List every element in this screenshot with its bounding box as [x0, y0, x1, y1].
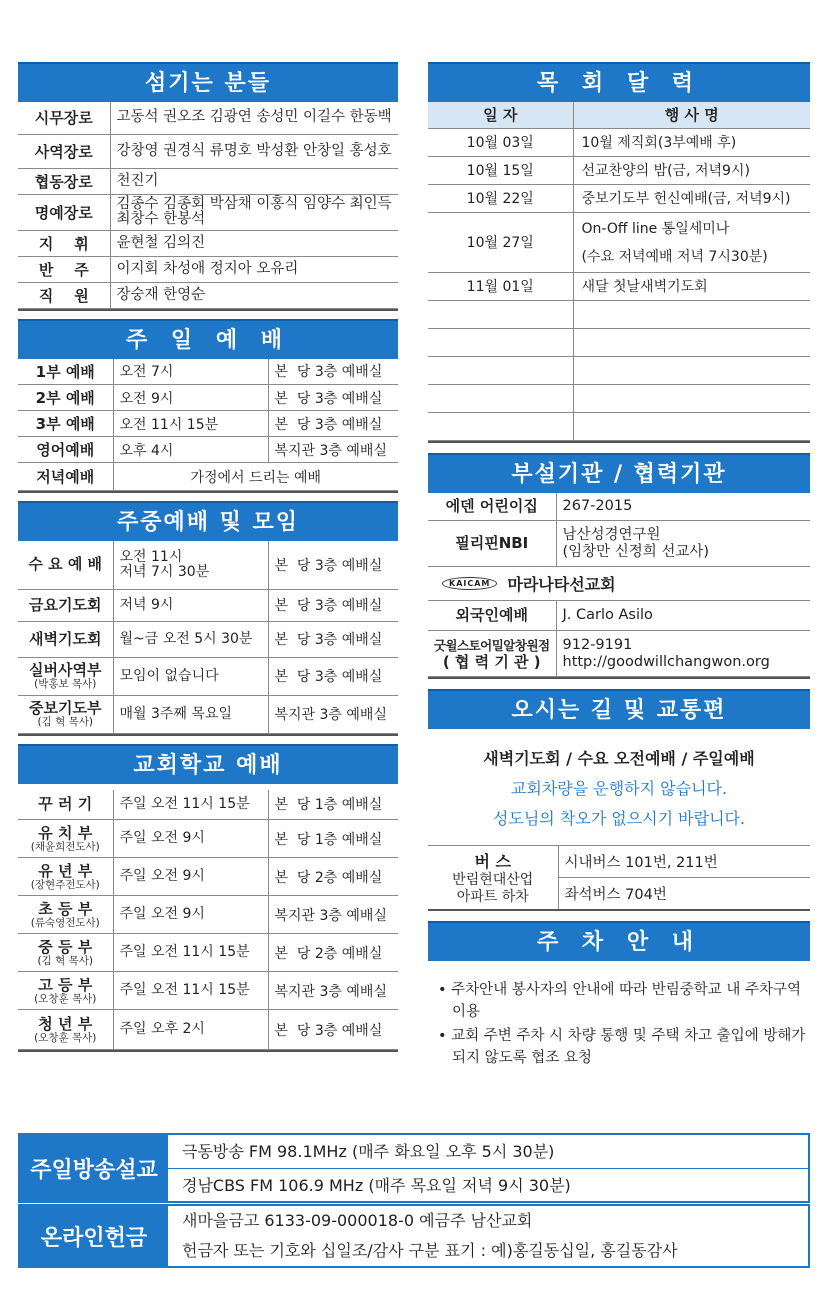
elder-role: 명예장로	[18, 194, 110, 230]
school-name-cell	[18, 972, 113, 1010]
calendar-row	[428, 156, 810, 184]
elder-role: 반 주	[18, 256, 110, 282]
bullet-icon: •	[438, 1027, 452, 1044]
affiliates-title: 부설기관 / 협력기관	[428, 453, 810, 493]
sunday-table	[18, 359, 398, 492]
calendar-event	[573, 156, 810, 184]
school-place: 복지관 3층 예배실	[268, 896, 398, 934]
school-name: 중 등 부	[38, 937, 93, 956]
bus-stop: 반림현대산업 아파트 하차	[452, 871, 534, 905]
weekday-place: 복지관 3층 예배실	[268, 695, 398, 733]
affiliate-row	[428, 601, 810, 631]
parking-text: 교회 주변 주차 시 차량 통행 및 주택 차고 출입에 방해가 되지 않도록 협조 요청	[451, 1027, 806, 1066]
elder-role: 시무장로	[18, 102, 110, 134]
school-name-cell	[18, 934, 113, 972]
elder-row	[18, 134, 398, 168]
school-name: 초 등 부	[38, 899, 93, 918]
service-place: 복지관 3층 예배실	[268, 437, 398, 463]
affiliate-info: 912-9191 http://goodwillchangwon.org	[556, 631, 810, 677]
elder-names: 고동석 권오조 김광연 송성민 이길수 한동백	[110, 102, 398, 134]
calendar-event	[573, 184, 810, 212]
school-time: 주일 오전 9시	[113, 820, 268, 858]
school-place: 복지관 3층 예배실	[268, 972, 398, 1010]
school-time: 주일 오전 9시	[113, 858, 268, 896]
calendar-row	[428, 328, 810, 356]
elder-row	[18, 256, 398, 282]
calendar-date: 10월 03일	[428, 128, 573, 156]
offering-line-2: 헌금자 또는 기호와 십일조/감사 구분 표기 : 예)홍길동십일, 홍길동감사	[182, 1241, 678, 1260]
school-time: 주일 오후 2시	[113, 1010, 268, 1050]
calendar-row	[428, 184, 810, 212]
elder-names: 김종수 김종회 박삼채 이홍식 임양수 최인득 최창수 한봉석	[110, 194, 398, 230]
sunday-title: 주 일 예 배	[18, 319, 398, 359]
school-row	[18, 858, 398, 896]
elder-role: 직 원	[18, 282, 110, 308]
affiliate-name: 외국인예배	[455, 606, 528, 624]
school-name: 유 치 부	[38, 823, 93, 842]
affiliate-row	[428, 567, 810, 601]
directions-title: 오시는 길 및 교통편	[428, 689, 810, 729]
weekday-name: 새벽기도회	[29, 629, 102, 648]
weekday-name-cell	[18, 589, 113, 621]
broadcast-line-1: 극동방송 FM 98.1MHz (매주 화요일 오후 5시 30분)	[182, 1142, 555, 1161]
weekday-section	[18, 501, 398, 736]
service-place: 본 당 3층 예배실	[268, 411, 398, 437]
offering-line-1: 새마을금고 6133-09-000018-0 예금주 남산교회	[182, 1211, 533, 1230]
parking-item	[438, 979, 810, 1023]
sunday-service-row	[18, 411, 398, 437]
affiliate-info: J. Carlo Asilo	[556, 601, 810, 631]
calendar-event-detail: (수요 저녁예배 저녁 7시30분)	[581, 249, 768, 265]
calendar-event-text: 새달 첫날새벽기도회	[581, 279, 708, 295]
service-time: 오전 9시	[113, 385, 268, 411]
weekday-name-cell	[18, 621, 113, 657]
offering-label: 온라인헌금	[20, 1206, 168, 1266]
broadcast-line-2: 경남CBS FM 106.9 MHz (매주 목요일 저녁 9시 30분)	[168, 1168, 808, 1201]
elder-names: 천진기	[110, 168, 398, 194]
affiliates-section	[428, 453, 810, 680]
calendar-date	[428, 356, 573, 384]
school-row	[18, 972, 398, 1010]
affiliates-table	[428, 493, 810, 678]
school-name: 고 등 부	[38, 975, 93, 994]
service-time: 오전 7시	[113, 359, 268, 385]
calendar-row	[428, 128, 810, 156]
service-name: 영어예배	[18, 437, 113, 463]
service-name: 3부 예배	[18, 411, 113, 437]
calendar-row	[428, 384, 810, 412]
affiliate-row	[428, 631, 810, 677]
broadcast-label: 주일방송설교	[20, 1135, 168, 1201]
calendar-date	[428, 412, 573, 440]
school-place: 본 당 2층 예배실	[268, 858, 398, 896]
elder-row	[18, 102, 398, 134]
calendar-row	[428, 212, 810, 272]
elder-role: 사역장로	[18, 134, 110, 168]
calendar-event	[573, 412, 810, 440]
left-column	[18, 62, 398, 1052]
school-name-cell	[18, 1010, 113, 1050]
school-leader: (채윤희전도사)	[30, 840, 100, 853]
right-column	[428, 62, 810, 1071]
weekday-row	[18, 621, 398, 657]
elder-row	[18, 168, 398, 194]
school-leader: (장현주전도사)	[30, 878, 100, 891]
weekday-row	[18, 589, 398, 621]
evening-name: 저녁예배	[18, 463, 113, 491]
directions-line2: 교회차량을 운행하지 않습니다.	[510, 779, 728, 798]
calendar-event-text: On-Off line 통일세미나	[581, 221, 730, 237]
calendar-event	[573, 356, 810, 384]
calendar-event	[573, 128, 810, 156]
affiliate-name-cell	[428, 521, 556, 567]
elder-names: 윤현철 김의진	[110, 230, 398, 256]
weekday-leader: (박홍보 목사)	[34, 678, 97, 690]
parking-text: 주차안내 봉사자의 안내에 따라 반림중학교 내 주차구역 이용	[451, 981, 801, 1020]
bus-label: 버 스	[474, 851, 511, 871]
elder-role: 협동장로	[18, 168, 110, 194]
bus-table	[428, 845, 810, 911]
school-name-cell	[18, 858, 113, 896]
calendar-event	[573, 272, 810, 300]
school-leader: (오창훈 목사)	[34, 1031, 97, 1044]
calendar-title: 목 회 달 력	[428, 62, 810, 102]
weekday-name: 중보기도부	[29, 699, 102, 717]
affiliate-name: 필리핀NBI	[455, 534, 529, 552]
calendar-event	[573, 212, 810, 272]
service-place: 본 당 3층 예배실	[268, 385, 398, 411]
weekday-title: 주중예배 및 모임	[18, 501, 398, 541]
calendar-section	[428, 62, 810, 443]
weekday-place: 본 당 3층 예배실	[268, 541, 398, 589]
school-row	[18, 820, 398, 858]
school-title: 교회학교 예배	[18, 744, 398, 784]
weekday-time: 오전 11시 저녁 7시 30분	[113, 541, 268, 589]
calendar-date-header: 일 자	[428, 102, 573, 128]
calendar-row	[428, 300, 810, 328]
weekday-row	[18, 695, 398, 733]
school-name-cell	[18, 896, 113, 934]
weekday-time: 모임이 없습니다	[113, 657, 268, 695]
school-row	[18, 1010, 398, 1050]
school-name: 유 년 부	[38, 861, 93, 880]
school-leader: (김 혁 목사)	[37, 954, 93, 967]
parking-section	[428, 921, 810, 1069]
calendar-event-text: 선교찬양의 밤(금, 저녁9시)	[581, 163, 750, 179]
elder-names: 장숭재 한영순	[110, 282, 398, 308]
weekday-time: 월~금 오전 5시 30분	[113, 621, 268, 657]
service-time: 오전 11시 15분	[113, 411, 268, 437]
elder-row	[18, 282, 398, 308]
parking-title: 주 차 안 내	[428, 921, 810, 961]
parking-list	[428, 961, 810, 1069]
affiliate-name: 굿윌스토어밀알창원점	[433, 637, 550, 653]
weekday-time: 저녁 9시	[113, 589, 268, 621]
weekday-place: 본 당 3층 예배실	[268, 621, 398, 657]
elder-row	[18, 194, 398, 230]
elders-section	[18, 62, 398, 311]
affiliate-role: ( 협 력 기 관 )	[442, 652, 541, 671]
affiliate-name: 마라나타선교회	[507, 575, 616, 594]
school-name: 꾸 러 기	[38, 794, 93, 813]
school-section	[18, 744, 398, 1053]
school-time: 주일 오전 11시 15분	[113, 790, 268, 820]
school-place: 본 당 2층 예배실	[268, 934, 398, 972]
directions-line3: 성도님의 착오가 없으시기 바랍니다.	[492, 809, 746, 828]
service-name: 2부 예배	[18, 385, 113, 411]
bus-label-cell	[428, 846, 558, 910]
calendar-date	[428, 384, 573, 412]
school-place: 본 당 3층 예배실	[268, 1010, 398, 1050]
weekday-row	[18, 657, 398, 695]
affiliate-name-cell	[428, 631, 556, 677]
calendar-event	[573, 328, 810, 356]
calendar-event-text: 중보기도부 헌신예배(금, 저녁9시)	[581, 191, 791, 207]
weekday-place: 본 당 3층 예배실	[268, 589, 398, 621]
weekday-name: 실버사역부	[29, 661, 102, 679]
calendar-date: 10월 22일	[428, 184, 573, 212]
calendar-event-header: 행 사 명	[573, 102, 810, 128]
service-time: 오후 4시	[113, 437, 268, 463]
calendar-row	[428, 412, 810, 440]
school-leader: (오창훈 목사)	[34, 992, 97, 1005]
calendar-event-text: 10월 제직회(3부예배 후)	[581, 135, 737, 151]
elder-role: 지 휘	[18, 230, 110, 256]
affiliate-info: 267-2015	[556, 493, 810, 521]
weekday-name: 금요기도회	[29, 595, 102, 614]
directions-line1: 새벽기도회 / 수요 오전예배 / 주일예배	[483, 749, 755, 768]
weekday-name: 수 요 예 배	[28, 555, 103, 574]
sunday-service-row	[18, 385, 398, 411]
weekday-table	[18, 541, 398, 734]
weekday-name-cell	[18, 695, 113, 733]
calendar-table	[428, 102, 810, 441]
elder-names: 강창영 권경식 류명호 박성환 안창일 홍성호	[110, 134, 398, 168]
affiliate-info: 남산성경연구원 (임창만 신정희 선교사)	[556, 521, 810, 567]
elders-title: 섬기는 분들	[18, 62, 398, 102]
directions-section	[428, 689, 810, 911]
service-place: 본 당 3층 예배실	[268, 359, 398, 385]
weekday-name-cell	[18, 657, 113, 695]
school-time: 주일 오전 11시 15분	[113, 934, 268, 972]
weekday-name-cell	[18, 541, 113, 589]
calendar-row	[428, 356, 810, 384]
school-leader: (류숙영전도사)	[30, 916, 100, 929]
elders-table	[18, 102, 398, 309]
school-name-cell	[18, 790, 113, 820]
affiliate-name-cell	[428, 493, 556, 521]
calendar-event	[573, 300, 810, 328]
elder-row	[18, 230, 398, 256]
service-name: 1부 예배	[18, 359, 113, 385]
school-place: 본 당 1층 예배실	[268, 790, 398, 820]
weekday-leader: (김 혁 목사)	[37, 716, 93, 728]
calendar-date: 10월 15일	[428, 156, 573, 184]
school-time: 주일 오전 11시 15분	[113, 972, 268, 1010]
sunday-section	[18, 319, 398, 494]
bullet-icon: •	[438, 981, 452, 998]
school-name: 청 년 부	[38, 1014, 93, 1033]
affiliate-name-cell	[428, 601, 556, 631]
affiliate-name: 에덴 어린이집	[445, 496, 538, 515]
school-place: 본 당 1층 예배실	[268, 820, 398, 858]
parking-item	[438, 1025, 810, 1069]
offering-box	[18, 1204, 810, 1268]
calendar-date: 10월 27일	[428, 212, 573, 272]
evening-service-row	[18, 463, 398, 491]
calendar-event	[573, 384, 810, 412]
broadcast-box	[18, 1133, 810, 1203]
weekday-place: 본 당 3층 예배실	[268, 657, 398, 695]
affiliate-mission-cell	[428, 567, 810, 601]
calendar-date	[428, 300, 573, 328]
weekday-row	[18, 541, 398, 589]
kaicam-logo: KAICAM	[442, 577, 497, 590]
school-row	[18, 934, 398, 972]
sunday-service-row	[18, 437, 398, 463]
evening-note: 가정에서 드리는 예배	[113, 463, 398, 491]
calendar-row	[428, 272, 810, 300]
weekday-time: 매월 3주째 목요일	[113, 695, 268, 733]
school-time: 주일 오전 9시	[113, 896, 268, 934]
calendar-date: 11월 01일	[428, 272, 573, 300]
elder-names: 이지회 차성애 정지아 오유리	[110, 256, 398, 282]
school-table	[18, 790, 398, 1051]
school-name-cell	[18, 820, 113, 858]
school-row	[18, 896, 398, 934]
affiliate-row	[428, 493, 810, 521]
affiliate-row	[428, 521, 810, 567]
school-row	[18, 790, 398, 820]
bus-route-2: 좌석버스 704번	[558, 878, 810, 910]
calendar-date	[428, 328, 573, 356]
bus-route-1: 시내버스 101번, 211번	[558, 846, 810, 878]
sunday-service-row	[18, 359, 398, 385]
